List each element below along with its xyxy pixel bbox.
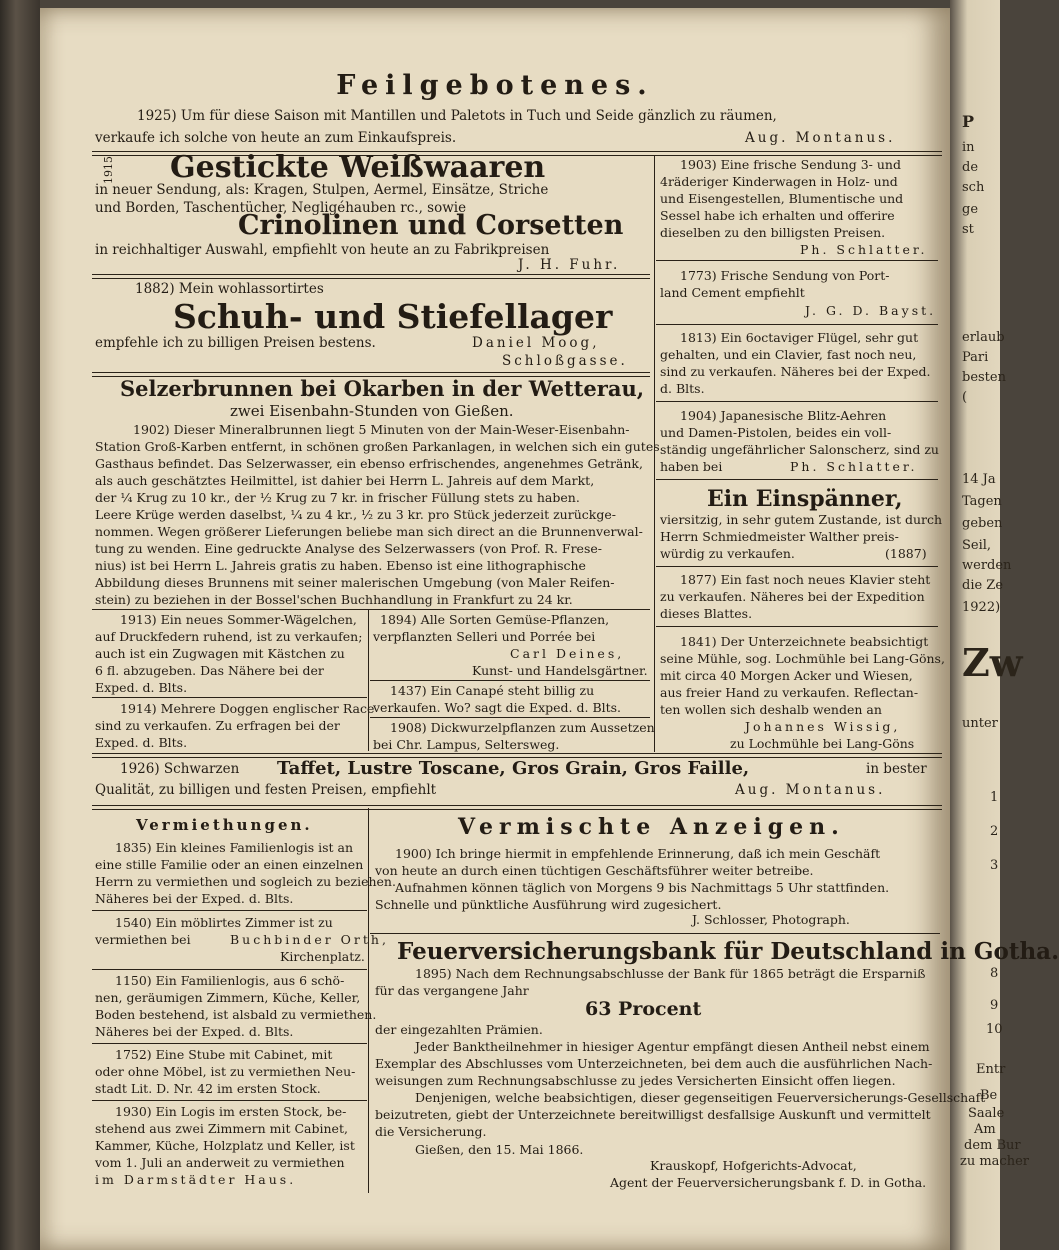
ad-1914-line: 1914) Mehrere Doggen englischer Race <box>120 701 375 716</box>
percent-figure: 63 Procent <box>585 998 702 1020</box>
right-fragment: 2 <box>990 824 999 839</box>
ad-1915-line: in reichhaltiger Auswahl, empfiehlt von heute an zu Fabrikpreisen <box>95 242 550 258</box>
right-fragment: st <box>962 222 974 237</box>
right-fragment: 8 <box>990 966 999 981</box>
right-fragment: unter <box>962 716 998 731</box>
ad-1773-signature: J. G. D. Bayst. <box>805 303 937 318</box>
ad-1887-number: (1887) <box>885 546 927 561</box>
ad-1904-line: ständig ungefährlicher Salonscherz, sind zu <box>660 442 939 457</box>
right-fragment: dem Bur <box>964 1138 1021 1153</box>
ad-1925-signature: Aug. Montanus. <box>745 130 896 146</box>
ad-1835-line: Näheres bei der Exped. d. Blts. <box>95 891 294 906</box>
right-fragment: besten <box>962 370 1006 385</box>
right-fragment: die Ze <box>962 578 1004 593</box>
ad-1835-line: eine stille Familie oder an einen einzelnen <box>95 857 364 872</box>
divider <box>92 1100 367 1101</box>
ad-1752-line: stadt Lit. D. Nr. 42 im ersten Stock. <box>95 1081 321 1096</box>
ad-1902-subtitle: zwei Eisenbahn-Stunden von Gießen. <box>230 402 514 420</box>
ad-1902-line: stein) zu beziehen in der Bossel'schen Buchhandlung in Frankfurt zu 24 kr. <box>95 592 573 607</box>
ad-1540-line: vermiethen bei <box>95 932 191 947</box>
ad-1877-line: 1877) Ein fast noch neues Klavier steht <box>680 572 931 587</box>
ad-1903-line: 4räderiger Kinderwagen in Holz- und <box>660 174 898 189</box>
divider <box>656 260 938 261</box>
divider <box>92 697 367 698</box>
right-fragment: Tagen <box>962 494 1002 509</box>
ad-1895-line: der eingezahlten Prämien. <box>375 1022 543 1037</box>
ad-1925-line: 1925) Um für diese Saison mit Mantillen und Paletots in Tuch und Seide gänzlich zu räumen, <box>137 108 777 124</box>
divider <box>370 717 650 718</box>
ad-1894-signature: Carl Deines, <box>510 646 625 661</box>
ad-1926-line: Taffet, Lustre Toscane, Gros Grain, Gros Faille, <box>277 758 750 779</box>
ad-1926-line: Qualität, zu billigen und festen Preisen, empfiehlt <box>95 782 437 798</box>
ad-1877-line: zu verkaufen. Näheres bei der Expedition <box>660 589 925 604</box>
ad-1902-line: nius) ist bei Herrn L. Jahreis gratis zu haben. Ebenso ist eine lithographische <box>95 558 586 573</box>
ad-1902-line: Station Groß-Karben entfernt, in schönen großen Parkanlagen, in welchen sich ein gutes <box>95 439 660 454</box>
right-fragment: Be <box>980 1088 998 1103</box>
ad-1835-line: 1835) Ein kleines Familienlogis ist an <box>115 840 354 855</box>
ad-1894-signature: Kunst- und Handelsgärtner. <box>472 663 648 678</box>
ad-1904-signature: Ph. Schlatter. <box>790 459 918 474</box>
ad-1915-number: 1915 <box>102 156 115 184</box>
divider <box>92 1043 367 1044</box>
ad-1773-line: 1773) Frische Sendung von Port- <box>680 268 890 283</box>
right-fragment: 14 Ja <box>962 472 996 487</box>
ad-1902-title: Selzerbrunnen bei Okarben in der Wetterau, <box>120 376 645 401</box>
ad-1913-line: auch ist ein Zugwagen mit Kästchen zu <box>95 646 345 661</box>
column-rule <box>368 609 369 751</box>
right-fragment: 10 <box>986 1022 1003 1037</box>
ad-1437-line: 1437) Ein Canapé steht billig zu <box>390 683 595 698</box>
right-fragment: Saale <box>968 1106 1005 1121</box>
right-fragment: sch <box>962 180 985 195</box>
ad-1904-line: 1904) Japanesische Blitz-Aehren <box>680 408 887 423</box>
bank-title: Feuerversicherungsbank für Deutschland in Gotha. <box>397 938 1059 965</box>
ad-1895-line: Denjenigen, welche beabsichtigen, dieser gegenseitigen Feuerversicherungs-Gesellschaft <box>415 1090 986 1105</box>
ad-1902-line: 1902) Dieser Mineralbrunnen liegt 5 Minuten von der Main-Weser-Eisenbahn- <box>133 422 630 437</box>
right-fragment: Am <box>974 1122 996 1137</box>
ad-1930-line: stehend aus zwei Zimmern mit Cabinet, <box>95 1121 348 1136</box>
ad-1813-line: sind zu verkaufen. Näheres bei der Exped. <box>660 364 931 379</box>
right-fragment: ge <box>962 202 979 217</box>
ad-1902-line: nommen. Wegen größerer Lieferungen beliebe man sich direct an die Brunnenverwal- <box>95 524 643 539</box>
divider <box>92 910 367 911</box>
ad-1904-line: haben bei <box>660 459 723 474</box>
column-rule <box>368 808 369 1193</box>
ad-1930-line: Kammer, Küche, Holzplatz und Keller, ist <box>95 1138 355 1153</box>
ad-1900-line: Aufnahmen können täglich von Morgens 9 bis Nachmittags 5 Uhr stattfinden. <box>395 880 890 895</box>
divider <box>92 969 367 970</box>
ad-1915-line: und Borden, Taschentücher, Negligéhauben rc., sowie <box>95 200 467 216</box>
divider <box>92 805 942 810</box>
ad-1813-line: 1813) Ein 6octaviger Flügel, sehr gut <box>680 330 919 345</box>
ad-1930-line: 1930) Ein Logis im ersten Stock, be- <box>115 1104 347 1119</box>
ad-1903-line: Sessel habe ich erhalten und offerire <box>660 208 895 223</box>
ad-1895-signature: Agent der Feuerversicherungsbank f. D. in Gotha. <box>610 1175 927 1190</box>
ad-1540-signature: Buchbinder Orth, <box>230 932 389 947</box>
ad-1752-line: oder ohne Möbel, ist zu vermiethen Neu- <box>95 1064 356 1079</box>
right-fragment: zu macher <box>960 1154 1029 1169</box>
right-fragment: in <box>962 140 975 155</box>
ad-1887-line: würdig zu verkaufen. <box>660 546 795 561</box>
ad-1902-line: Gasthaus befindet. Das Selzerwasser, ein ebenso erfrischendes, angenehmes Getränk, <box>95 456 643 471</box>
ad-1902-line: als auch geschätztes Heilmittel, ist dahier bei Herrn L. Jahreis auf dem Markt, <box>95 473 595 488</box>
adjacent-page-edge <box>950 0 1029 1250</box>
right-fragment: 9 <box>990 998 999 1013</box>
column-rule <box>654 156 655 752</box>
ad-1902-line: der ¼ Krug zu 10 kr., der ½ Krug zu 7 kr. in frischer Füllung stets zu haben. <box>95 490 580 505</box>
divider <box>656 401 938 402</box>
book-binding <box>0 0 40 1250</box>
ad-1150-line: Boden bestehend, ist alsbald zu vermiethen. <box>95 1007 377 1022</box>
ad-1903-line: dieselben zu den billigsten Preisen. <box>660 225 886 240</box>
ad-1841-signature: Johannes Wissig, <box>745 719 901 734</box>
ad-1895-line: weisungen zum Rechnungsabschlusse zu jedes Versicherten Einsicht offen liegen. <box>375 1073 896 1088</box>
ad-1841-line: ten wollen sich deshalb wenden an <box>660 702 882 717</box>
right-fragment: erlaub <box>962 330 1005 345</box>
ad-1913-line: 6 fl. abzugeben. Das Nähere bei der <box>95 663 324 678</box>
ad-1437-line: verkaufen. Wo? sagt die Exped. d. Blts. <box>373 700 622 715</box>
ad-1930-line: vom 1. Juli an anderweit zu vermiethen <box>95 1155 345 1170</box>
ad-1882-title: Schuh- und Stiefellager <box>173 297 613 336</box>
ad-1903-signature: Ph. Schlatter. <box>800 242 928 257</box>
divider <box>92 274 650 279</box>
ad-1895-line: Exemplar des Abschlusses vom Unterzeichneten, bei dem auch die ausführlichen Nach- <box>375 1056 933 1071</box>
ad-1902-line: tung zu wenden. Eine gedruckte Analyse des Selzerwassers (von Prof. R. Frese- <box>95 541 602 556</box>
right-fragment: Zw <box>962 640 1023 685</box>
right-fragment: ( <box>962 390 968 405</box>
ad-1877-line: dieses Blattes. <box>660 606 753 621</box>
divider <box>370 933 940 934</box>
ad-1930-line: im Darmstädter Haus. <box>95 1172 297 1187</box>
ad-1882-line: 1882) Mein wohlassortirtes <box>135 281 324 297</box>
right-fragment: 3 <box>990 858 999 873</box>
ad-1902-line: Leere Krüge werden daselbst, ¼ zu 4 kr., ½ zu 3 kr. pro Stück jederzeit zurückge- <box>95 507 616 522</box>
ad-1926-line: in bester <box>866 761 927 777</box>
ad-1900-line: 1900) Ich bringe hiermit in empfehlende Erinnerung, daß ich mein Geschäft <box>395 846 881 861</box>
ad-1882-signature: Daniel Moog, <box>472 335 600 351</box>
right-fragment: Pari <box>962 350 989 365</box>
ad-1841-signature: zu Lochmühle bei Lang-Göns <box>730 736 915 751</box>
ad-1903-line: und Eisengestellen, Blumentische und <box>660 191 904 206</box>
ad-1895-line: die Versicherung. <box>375 1124 487 1139</box>
right-fragment: 1 <box>990 790 999 805</box>
ad-1150-line: 1150) Ein Familienlogis, aus 6 schö- <box>115 973 345 988</box>
ad-1773-line: land Cement empfiehlt <box>660 285 805 300</box>
ad-1900-signature: J. Schlosser, Photograph. <box>692 912 850 927</box>
ad-1841-line: aus freier Hand zu verkaufen. Reflectan- <box>660 685 919 700</box>
ad-1895-date: Gießen, den 15. Mai 1866. <box>415 1142 584 1157</box>
ad-1900-line: von heute an durch einen tüchtigen Geschäftsführer weiter betreibe. <box>375 863 814 878</box>
right-fragment: Entr <box>976 1062 1006 1077</box>
divider <box>656 324 938 325</box>
right-fragment: Seil, <box>962 538 992 553</box>
divider <box>370 680 650 681</box>
ad-1926-line: 1926) Schwarzen <box>120 761 240 777</box>
divider <box>656 626 938 627</box>
divider <box>656 566 938 567</box>
ad-1903-line: 1903) Eine frische Sendung 3- und <box>680 157 901 172</box>
ad-1915-signature: J. H. Fuhr. <box>518 257 621 273</box>
ad-1841-line: 1841) Der Unterzeichnete beabsichtigt <box>680 634 929 649</box>
ad-1908-line: 1908) Dickwurzelpflanzen zum Aussetzen <box>390 720 655 735</box>
ad-1895-line: 1895) Nach dem Rechnungsabschlusse der Bank für 1865 beträgt die Ersparniß <box>415 966 926 981</box>
ad-1150-line: Näheres bei der Exped. d. Blts. <box>95 1024 294 1039</box>
ad-1914-line: Exped. d. Blts. <box>95 735 188 750</box>
ad-1914-line: sind zu verkaufen. Zu erfragen bei der <box>95 718 340 733</box>
ad-1915-title2: Crinolinen und Corsetten <box>238 210 624 241</box>
ad-1895-line: für das vergangene Jahr <box>375 983 529 998</box>
ad-1887-title: Ein Einspänner, <box>707 486 903 512</box>
ad-1913-line: auf Druckfedern ruhend, ist zu verkaufen; <box>95 629 363 644</box>
ad-1813-line: gehalten, und ein Clavier, fast noch neu, <box>660 347 917 362</box>
ad-1887-line: Herrn Schmiedmeister Walther preis- <box>660 529 899 544</box>
ad-1926-signature: Aug. Montanus. <box>735 782 886 798</box>
right-fragment: de <box>962 160 979 175</box>
ad-1913-line: Exped. d. Blts. <box>95 680 188 695</box>
right-fragment: geben <box>962 516 1003 531</box>
divider <box>92 609 650 610</box>
ad-1925-line: verkaufe ich solche von heute an zum Einkaufspreis. <box>95 130 457 146</box>
ad-1540-line: 1540) Ein möblirtes Zimmer ist zu <box>115 915 333 930</box>
section-title: Feilgebotenes. <box>336 70 654 101</box>
ad-1895-signature: Krauskopf, Hofgerichts-Advocat, <box>650 1158 857 1173</box>
vermiethungen-title: Vermiethungen. <box>136 816 313 834</box>
ad-1150-line: nen, geräumigen Zimmern, Küche, Keller, <box>95 990 361 1005</box>
right-fragment: P <box>962 112 975 131</box>
divider <box>656 479 938 480</box>
ad-1900-line: Schnelle und pünktliche Ausführung wird zugesichert. <box>375 897 722 912</box>
ad-1902-line: Abbildung dieses Brunnens mit seiner malerischen Umgebung (von Maler Reifen- <box>95 575 615 590</box>
ad-1752-line: 1752) Eine Stube mit Cabinet, mit <box>115 1047 333 1062</box>
right-fragment: werden <box>962 558 1012 573</box>
ad-1887-line: viersitzig, in sehr gutem Zustande, ist durch <box>660 512 943 527</box>
ad-1882-line: empfehle ich zu billigen Preisen bestens. <box>95 335 376 351</box>
ad-1894-line: verpflanzten Selleri und Porrée bei <box>373 629 596 644</box>
ad-1915-title: Gestickte Weißwaaren <box>170 150 546 185</box>
right-fragment: 1922) <box>962 600 1001 615</box>
ad-1895-line: beizutreten, giebt der Unterzeichnete bereitwilligst desfallsige Auskunft und vermittelt <box>375 1107 931 1122</box>
ad-1841-line: mit circa 40 Morgen Acker und Wiesen, <box>660 668 913 683</box>
ad-1895-line: Jeder Banktheilnehmer in hiesiger Agentur empfängt diesen Antheil nebst einem <box>415 1039 930 1054</box>
ad-1835-line: Herrn zu vermiethen und sogleich zu beziehen. <box>95 874 396 889</box>
ad-1908-line: bei Chr. Lampus, Seltersweg. <box>373 737 560 752</box>
ad-1540-signature: Kirchenplatz. <box>280 949 365 964</box>
ad-1915-line: in neuer Sendung, als: Kragen, Stulpen, Aermel, Einsätze, Striche <box>95 182 549 198</box>
ad-1841-line: seine Mühle, sog. Lochmühle bei Lang-Göns, <box>660 651 945 666</box>
ad-1913-line: 1913) Ein neues Sommer-Wägelchen, <box>120 612 357 627</box>
ad-1904-line: und Damen-Pistolen, beides ein voll- <box>660 425 892 440</box>
ad-1894-line: 1894) Alle Sorten Gemüse-Pflanzen, <box>380 612 610 627</box>
ad-1882-signature: Schloßgasse. <box>502 353 628 369</box>
vermischte-title: Vermischte Anzeigen. <box>458 814 845 840</box>
ad-1813-line: d. Blts. <box>660 381 705 396</box>
